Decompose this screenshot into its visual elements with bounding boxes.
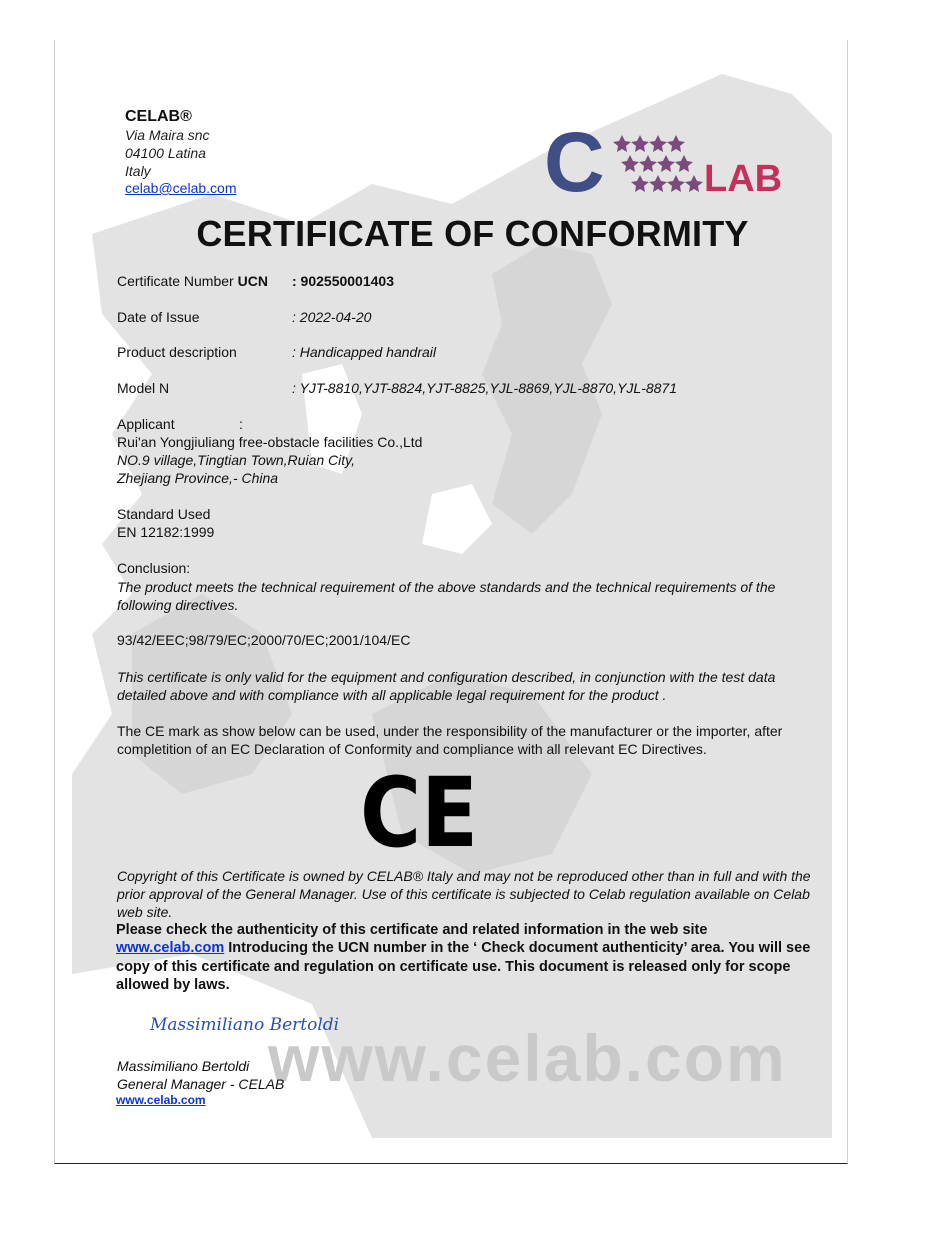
applicant-label: Applicant <box>117 416 175 432</box>
authenticity-check-line: Please check the authenticity of this certificate and related information in the web site <box>116 922 708 938</box>
model-value: : YJT-8810,YJT-8824,YJT-8825,YJL-8869,YJL-8870,YJL-8871 <box>292 380 677 396</box>
directives-list: 93/42/EEC;98/79/EC;2000/70/EC;2001/104/EC <box>117 632 411 648</box>
signatory-name: Massimiliano Bertoldi <box>117 1058 250 1074</box>
signature-handwriting: Massimiliano Bertoldi <box>150 1015 340 1035</box>
ce-mark-icon <box>360 757 482 869</box>
conclusion-label: Conclusion: <box>117 560 191 576</box>
logo-lab-text: LAB <box>704 158 783 200</box>
conclusion-text: The product meets the technical requirement of the above standards and the technical requirements of the following directives. <box>117 579 776 613</box>
date-of-issue-label: Date of Issue <box>117 309 200 325</box>
validity-statement: This certificate is only valid for the equipment and configuration described, in conjunction with the test data detailed above and with compliance with all applicable legal requirement for the product . <box>117 669 776 703</box>
standard-used-label: Standard Used <box>117 506 211 522</box>
ucn-label: UCN <box>237 273 268 289</box>
copyright-notice: Copyright of this Certificate is owned by CELAB® Italy and may not be reproduced other than in full and with the prior approval of the General Manager. Use of this certificate is subjected to Celab regulation available on Celab web site. <box>117 868 811 920</box>
celab-website-link[interactable]: www.celab.com <box>116 940 225 956</box>
issuer-address-street: Via Maira snc <box>125 127 210 143</box>
issuer-address-country: Italy <box>125 163 151 179</box>
issuer-email-link[interactable]: celab@celab.com <box>125 180 237 196</box>
signatory-website-link[interactable]: www.celab.com <box>116 1093 206 1107</box>
certificate-number-label-text: Certificate Number <box>117 273 234 289</box>
authenticity-check-text <box>116 939 816 995</box>
ce-mark-statement: The CE mark as show below can be used, under the responsibility of the manufacturer or the importer, after completition of an EC Declaration of Conformity and compliance with all relevant EC Directives. <box>117 723 783 757</box>
date-of-issue-value: : 2022-04-20 <box>292 309 372 325</box>
product-description-label: Product description <box>117 344 237 360</box>
applicant-name: Rui'an Yongjiuliang free-obstacle facilities Co.,Ltd <box>117 434 423 450</box>
celab-watermark: www.celab.com <box>268 1021 787 1095</box>
logo-stars-icon <box>613 135 703 192</box>
model-label: Model N <box>117 380 170 396</box>
signatory-role: General Manager - CELAB <box>117 1076 285 1092</box>
applicant-address-line2: Zhejiang Province,- China <box>117 470 279 486</box>
certificate-number-value: : 902550001403 <box>292 273 394 289</box>
celab-logo <box>544 115 794 209</box>
authenticity-check-rest: Introducing the UCN number in the ‘ Check document authenticity’ area. You will see copy of this certificate and regulation on certificate use. This document is released only for scope allowed by laws. <box>116 940 811 993</box>
applicant-address-line1: NO.9 village,Tingtian Town,Ruian City, <box>117 452 355 468</box>
applicant-colon: : <box>239 416 243 432</box>
issuer-name: CELAB® <box>125 108 192 125</box>
logo-c-letter: C <box>544 115 605 209</box>
certificate-number-label <box>117 273 268 289</box>
standard-used-value: EN 12182:1999 <box>117 524 215 540</box>
ce-mark-symbol: CE <box>360 757 478 869</box>
issuer-address-city: 04100 Latina <box>125 145 206 161</box>
certificate-title: CERTIFICATE OF CONFORMITY <box>196 213 749 254</box>
product-description-value: : Handicapped handrail <box>292 344 436 360</box>
